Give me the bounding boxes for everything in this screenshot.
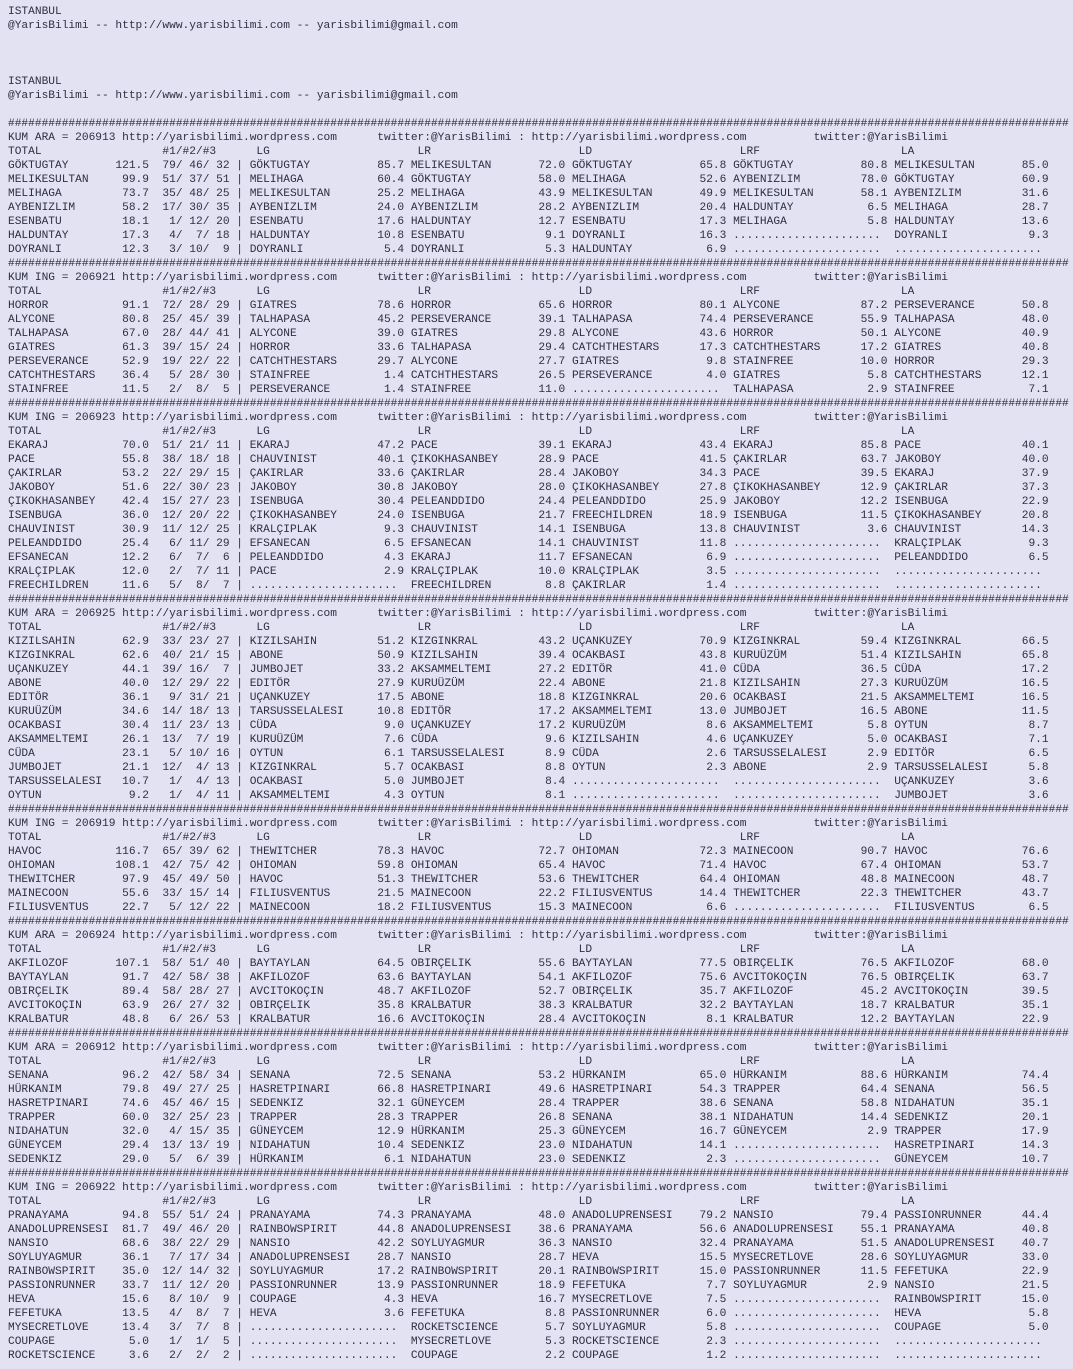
column-headers: TOTAL #1/#2/#3 LG LR LD LRF LA (8, 622, 915, 634)
letterhead-top (8, 5, 1073, 33)
stats-row: GIATRES 61.3 39/ 15/ 24 | HORROR 33.6 TALHAPASA 29.4 CATCHTHESTARS 17.3 CATCHTHESTARS 17.2 GIATRES 40.8 (8, 342, 1049, 354)
section-separator: ############################################################################################################################################################## (8, 804, 1069, 816)
stats-row: HAVOC 116.7 65/ 39/ 62 | THEWITCHER 78.3 HAVOC 72.7 OHIOMAN 72.3 MAINECOON 90.7 HAVOC 76.6 (8, 846, 1049, 858)
section-separator: ############################################################################################################################################################## (8, 594, 1069, 606)
stats-row: EFSANECAN 12.2 6/ 7/ 6 | PELEANDDIDO 4.3 EKARAJ 11.7 EFSANECAN 6.9 ...................... PELEANDDIDO 6.5 (8, 552, 1049, 564)
stats-row: AKFILOZOF 107.1 58/ 51/ 40 | BAYTAYLAN 64.5 OBIRÇELIK 55.6 BAYTAYLAN 77.5 OBIRÇELIK 76.5 AKFILOZOF 68.0 (8, 958, 1049, 970)
section-title: KUM ING = 206923 http://yarisbilimi.wordpress.com twitter:@YarisBilimi : http://yarisbilimi.wordpress.com twitter:@YarisBilimi (8, 412, 948, 424)
stats-row: AYBENIZLIM 58.2 17/ 30/ 35 | AYBENIZLIM 24.0 AYBENIZLIM 28.2 AYBENIZLIM 20.4 HALDUNTAY 6.5 MELIHAGA 28.7 (8, 202, 1049, 214)
spacer (8, 103, 1073, 117)
stats-row: AVCITOKOÇIN 63.9 26/ 27/ 32 | OBIRÇELIK 35.8 KRALBATUR 38.3 KRALBATUR 32.2 BAYTAYLAN 18.7 KRALBATUR 35.1 (8, 1000, 1049, 1012)
stats-row: JAKOBOY 51.6 22/ 30/ 23 | JAKOBOY 30.8 JAKOBOY 28.0 ÇIKOKHASANBEY 27.8 ÇIKOKHASANBEY 12.9 ÇAKIRLAR 37.3 (8, 482, 1049, 494)
stats-row: OHIOMAN 108.1 42/ 75/ 42 | OHIOMAN 59.8 OHIOMAN 65.4 HAVOC 71.4 HAVOC 67.4 OHIOMAN 53.7 (8, 860, 1049, 872)
stats-row: MAINECOON 55.6 33/ 15/ 14 | FILIUSVENTUS 21.5 MAINECOON 22.2 FILIUSVENTUS 14.4 THEWITCHER 22.3 THEWITCHER 43.7 (8, 888, 1049, 900)
stats-row: ÇIKOKHASANBEY 42.4 15/ 27/ 23 | ISENBUGA 30.4 PELEANDDIDO 24.4 PELEANDDIDO 25.9 JAKOBOY 12.2 ISENBUGA 22.9 (8, 496, 1049, 508)
stats-row: CÜDA 23.1 5/ 10/ 16 | OYTUN 6.1 TARSUSSELALESI 8.9 CÜDA 2.6 TARSUSSELALESI 2.9 EDITÖR 6.5 (8, 748, 1049, 760)
section-title: KUM ARA = 206912 http://yarisbilimi.wordpress.com twitter:@YarisBilimi : http://yarisbilimi.wordpress.com twitter:@YarisBilimi (8, 1042, 948, 1054)
stats-row: AKSAMMELTEMI 26.1 13/ 7/ 19 | KURUÜZÜM 7.6 CÜDA 9.6 KIZILSAHIN 4.6 UÇANKUZEY 5.0 OCAKBASI 7.1 (8, 734, 1049, 746)
stats-row: PERSEVERANCE 52.9 19/ 22/ 22 | CATCHTHESTARS 29.7 ALYCONE 27.7 GIATRES 9.8 STAINFREE 10.0 HORROR 29.3 (8, 356, 1049, 368)
letterhead-repeat (8, 75, 1073, 103)
stats-row: EKARAJ 70.0 51/ 21/ 11 | EKARAJ 47.2 PACE 39.1 EKARAJ 43.4 EKARAJ 85.8 PACE 40.1 (8, 440, 1049, 452)
stats-row: ABONE 40.0 12/ 29/ 22 | EDITÖR 27.9 KURUÜZÜM 22.4 ABONE 21.8 KIZILSAHIN 27.3 KURUÜZÜM 16.5 (8, 678, 1049, 690)
stats-row: RAINBOWSPIRIT 35.0 12/ 14/ 32 | SOYLUYAGMUR 17.2 RAINBOWSPIRIT 20.1 RAINBOWSPIRIT 15.0 PASSIONRUNNER 11.5 FEFETUKA 22.9 (8, 1266, 1049, 1278)
stats-row: SENANA 96.2 42/ 58/ 34 | SENANA 72.5 SENANA 53.2 HÜRKANIM 65.0 HÜRKANIM 88.6 HÜRKANIM 74.4 (8, 1070, 1049, 1082)
city-title: ISTANBUL (8, 76, 62, 88)
stats-row: TRAPPER 60.0 32/ 25/ 23 | TRAPPER 28.3 TRAPPER 26.8 SENANA 38.1 NIDAHATUN 14.4 SEDENKIZ 20.1 (8, 1112, 1049, 1124)
stats-row: NIDAHATUN 32.0 4/ 15/ 35 | GÜNEYCEM 12.9 HÜRKANIM 25.3 GÜNEYCEM 16.7 GÜNEYCEM 2.9 TRAPPER 17.9 (8, 1126, 1049, 1138)
stats-row: UÇANKUZEY 44.1 39/ 16/ 7 | JUMBOJET 33.2 AKSAMMELTEMI 27.2 EDITÖR 41.0 CÜDA 36.5 CÜDA 17.2 (8, 664, 1049, 676)
stats-row: ANADOLUPRENSESI 81.7 49/ 46/ 20 | RAINBOWSPIRIT 44.8 ANADOLUPRENSESI 38.6 PRANAYAMA 56.6 ANADOLUPRENSESI 55.1 PRANAYAMA 40.8 (8, 1224, 1049, 1236)
stats-row: FILIUSVENTUS 22.7 5/ 12/ 22 | MAINECOON 18.2 FILIUSVENTUS 15.3 MAINECOON 6.6 ...................... FILIUSVENTUS 6.5 (8, 902, 1049, 914)
column-headers: TOTAL #1/#2/#3 LG LR LD LRF LA (8, 944, 915, 956)
stats-row: EDITÖR 36.1 9/ 31/ 21 | UÇANKUZEY 17.5 ABONE 18.8 KIZGINKRAL 20.6 OCAKBASI 21.5 AKSAMMELTEMI 16.5 (8, 692, 1049, 704)
stats-row: COUPAGE 5.0 1/ 1/ 5 | ...................... MYSECRETLOVE 5.3 ROCKETSCIENCE 2.3 ...................... ...................... (8, 1336, 1049, 1348)
stats-row: HÜRKANIM 79.8 49/ 27/ 25 | HASRETPINARI 66.8 HASRETPINARI 49.6 HASRETPINARI 54.3 TRAPPER 64.4 SENANA 56.5 (8, 1084, 1049, 1096)
section-separator: ############################################################################################################################################################## (8, 118, 1069, 130)
stats-row: ROCKETSCIENCE 3.6 2/ 2/ 2 | ...................... COUPAGE 2.2 COUPAGE 1.2 ...................... ...................... (8, 1350, 1049, 1362)
stats-row: CHAUVINIST 30.9 11/ 12/ 25 | KRALÇIPLAK 9.3 CHAUVINIST 14.1 ISENBUGA 13.8 CHAUVINIST 3.6 CHAUVINIST 14.3 (8, 524, 1049, 536)
stats-row: THEWITCHER 97.9 45/ 49/ 50 | HAVOC 51.3 THEWITCHER 53.6 THEWITCHER 64.4 OHIOMAN 48.8 MAINECOON 48.7 (8, 874, 1049, 886)
stats-row: MELIKESULTAN 99.9 51/ 37/ 51 | MELIHAGA 60.4 GÖKTUGTAY 58.0 MELIHAGA 52.6 AYBENIZLIM 78.0 GÖKTUGTAY 60.9 (8, 174, 1049, 186)
stats-row: HASRETPINARI 74.6 45/ 46/ 15 | SEDENKIZ 32.1 GÜNEYCEM 28.4 TRAPPER 38.6 SENANA 58.8 NIDAHATUN 35.1 (8, 1098, 1049, 1110)
stats-row: ESENBATU 18.1 1/ 12/ 20 | ESENBATU 17.6 HALDUNTAY 12.7 ESENBATU 17.3 MELIHAGA 5.8 HALDUNTAY 13.6 (8, 216, 1049, 228)
section-title: KUM ING = 206922 http://yarisbilimi.wordpress.com twitter:@YarisBilimi : http://yarisbilimi.wordpress.com twitter:@YarisBilimi (8, 1182, 948, 1194)
stats-row: GÖKTUGTAY 121.5 79/ 46/ 32 | GÖKTUGTAY 85.7 MELIKESULTAN 72.0 GÖKTUGTAY 65.8 GÖKTUGTAY 80.8 MELIKESULTAN 85.0 (8, 160, 1049, 172)
stats-row: KIZGINKRAL 62.6 40/ 21/ 15 | ABONE 50.9 KIZILSAHIN 39.4 OCAKBASI 43.8 KURUÜZÜM 51.4 KIZILSAHIN 65.8 (8, 650, 1049, 662)
stats-row: OCAKBASI 30.4 11/ 23/ 13 | CÜDA 9.0 UÇANKUZEY 17.2 KURUÜZÜM 8.6 AKSAMMELTEMI 5.8 OYTUN 8.7 (8, 720, 1049, 732)
column-headers: TOTAL #1/#2/#3 LG LR LD LRF LA (8, 286, 915, 298)
stats-row: HORROR 91.1 72/ 28/ 29 | GIATRES 78.6 HORROR 65.6 HORROR 80.1 ALYCONE 87.2 PERSEVERANCE 50.8 (8, 300, 1049, 312)
stats-row: SOYLUYAGMUR 36.1 7/ 17/ 34 | ANADOLUPRENSESI 28.7 NANSIO 28.7 HEVA 15.5 MYSECRETLOVE 28.6 SOYLUYAGMUR 33.0 (8, 1252, 1049, 1264)
stats-row: HALDUNTAY 17.3 4/ 7/ 18 | HALDUNTAY 10.8 ESENBATU 9.1 DOYRANLI 16.3 ...................... DOYRANLI 9.3 (8, 230, 1049, 242)
stats-row: MELIHAGA 73.7 35/ 48/ 25 | MELIKESULTAN 25.2 MELIHAGA 43.9 MELIKESULTAN 49.9 MELIKESULTAN 58.1 AYBENIZLIM 31.6 (8, 188, 1049, 200)
column-headers: TOTAL #1/#2/#3 LG LR LD LRF LA (8, 146, 915, 158)
section-separator: ############################################################################################################################################################## (8, 1028, 1069, 1040)
stats-row: HEVA 15.6 8/ 10/ 9 | COUPAGE 4.3 HEVA 16.7 MYSECRETLOVE 7.5 ...................... RAINBOWSPIRIT 15.0 (8, 1294, 1049, 1306)
stats-row: NANSIO 68.6 38/ 22/ 29 | NANSIO 42.2 SOYLUYAGMUR 36.3 NANSIO 32.4 PRANAYAMA 51.5 ANADOLUPRENSESI 40.7 (8, 1238, 1049, 1250)
stats-row: PASSIONRUNNER 33.7 11/ 12/ 20 | PASSIONRUNNER 13.9 PASSIONRUNNER 18.9 FEFETUKA 7.7 SOYLUYAGMUR 2.9 NANSIO 21.5 (8, 1280, 1049, 1292)
stats-row: KIZILSAHIN 62.9 33/ 23/ 27 | KIZILSAHIN 51.2 KIZGINKRAL 43.2 UÇANKUZEY 70.9 KIZGINKRAL 59.4 KIZGINKRAL 66.5 (8, 636, 1049, 648)
stats-row: DOYRANLI 12.3 3/ 10/ 9 | DOYRANLI 5.4 DOYRANLI 5.3 HALDUNTAY 6.9 ...................... ...................... (8, 244, 1049, 256)
section-separator: ############################################################################################################################################################## (8, 916, 1069, 928)
stats-row: GÜNEYCEM 29.4 13/ 13/ 19 | NIDAHATUN 10.4 SEDENKIZ 23.0 NIDAHATUN 14.1 ...................... HASRETPINARI 14.3 (8, 1140, 1049, 1152)
stats-row: OBIRÇELIK 89.4 58/ 28/ 27 | AVCITOKOÇIN 48.7 AKFILOZOF 52.7 OBIRÇELIK 35.7 AKFILOZOF 45.2 AVCITOKOÇIN 39.5 (8, 986, 1049, 998)
column-headers: TOTAL #1/#2/#3 LG LR LD LRF LA (8, 1056, 915, 1068)
stats-row: KRALÇIPLAK 12.0 2/ 7/ 11 | PACE 2.9 KRALÇIPLAK 10.0 KRALÇIPLAK 3.5 ...................... ...................... (8, 566, 1049, 578)
credit-line: @YarisBilimi -- http://www.yarisbilimi.com -- yarisbilimi@gmail.com (8, 90, 458, 102)
stats-row: BAYTAYLAN 91.7 42/ 58/ 38 | AKFILOZOF 63.6 BAYTAYLAN 54.1 AKFILOZOF 75.6 AVCITOKOÇIN 76.5 OBIRÇELIK 63.7 (8, 972, 1049, 984)
stats-row: MYSECRETLOVE 13.4 3/ 7/ 8 | ...................... ROCKETSCIENCE 5.7 SOYLUYAGMUR 5.8 ...................... COUPAGE 5.0 (8, 1322, 1049, 1334)
stats-row: CATCHTHESTARS 36.4 5/ 28/ 30 | STAINFREE 1.4 CATCHTHESTARS 26.5 PERSEVERANCE 4.0 GIATRES 5.8 CATCHTHESTARS 12.1 (8, 370, 1049, 382)
column-headers: TOTAL #1/#2/#3 LG LR LD LRF LA (8, 426, 915, 438)
credit-line: @YarisBilimi -- http://www.yarisbilimi.com -- yarisbilimi@gmail.com (8, 20, 458, 32)
stats-row: ISENBUGA 36.0 12/ 20/ 22 | ÇIKOKHASANBEY 24.0 ISENBUGA 21.7 FREECHILDREN 18.9 ISENBUGA 11.5 ÇIKOKHASANBEY 20.8 (8, 510, 1049, 522)
section-separator: ############################################################################################################################################################## (8, 258, 1069, 270)
stats-row: PRANAYAMA 94.8 55/ 51/ 24 | PRANAYAMA 74.3 PRANAYAMA 48.0 ANADOLUPRENSESI 79.2 NANSIO 79.4 PASSIONRUNNER 44.4 (8, 1210, 1049, 1222)
column-headers: TOTAL #1/#2/#3 LG LR LD LRF LA (8, 832, 915, 844)
city-title: ISTANBUL (8, 6, 62, 18)
spacer (8, 33, 1073, 75)
stats-row: KRALBATUR 48.8 6/ 26/ 53 | KRALBATUR 16.6 AVCITOKOÇIN 28.4 AVCITOKOÇIN 8.1 KRALBATUR 12.2 BAYTAYLAN 22.9 (8, 1014, 1049, 1026)
section-separator: ############################################################################################################################################################## (8, 1168, 1069, 1180)
stats-row: SEDENKIZ 29.0 5/ 6/ 39 | HÜRKANIM 6.1 NIDAHATUN 23.0 SEDENKIZ 2.3 ...................... GÜNEYCEM 10.7 (8, 1154, 1049, 1166)
section-title: KUM ARA = 206924 http://yarisbilimi.wordpress.com twitter:@YarisBilimi : http://yarisbilimi.wordpress.com twitter:@YarisBilimi (8, 930, 948, 942)
sections-container (8, 117, 1073, 1363)
stats-row: PACE 55.8 38/ 18/ 18 | CHAUVINIST 40.1 ÇIKOKHASANBEY 28.9 PACE 41.5 ÇAKIRLAR 63.7 JAKOBOY 40.0 (8, 454, 1049, 466)
stats-row: OYTUN 9.2 1/ 4/ 11 | AKSAMMELTEMI 4.3 OYTUN 8.1 ...................... ...................... JUMBOJET 3.6 (8, 790, 1049, 802)
stats-row: PELEANDDIDO 25.4 6/ 11/ 29 | EFSANECAN 6.5 EFSANECAN 14.1 CHAUVINIST 11.8 ...................... KRALÇIPLAK 9.3 (8, 538, 1049, 550)
stats-row: ALYCONE 80.8 25/ 45/ 39 | TALHAPASA 45.2 PERSEVERANCE 39.1 TALHAPASA 74.4 PERSEVERANCE 55.9 TALHAPASA 48.0 (8, 314, 1049, 326)
stats-row: JUMBOJET 21.1 12/ 4/ 13 | KIZGINKRAL 5.7 OCAKBASI 8.8 OYTUN 2.3 ABONE 2.9 TARSUSSELALESI 5.8 (8, 762, 1049, 774)
stats-row: STAINFREE 11.5 2/ 8/ 5 | PERSEVERANCE 1.4 STAINFREE 11.0 ...................... TALHAPASA 2.9 STAINFREE 7.1 (8, 384, 1049, 396)
section-separator: ############################################################################################################################################################## (8, 398, 1069, 410)
stats-row: KURUÜZÜM 34.6 14/ 18/ 13 | TARSUSSELALESI 10.8 EDITÖR 17.2 AKSAMMELTEMI 13.0 JUMBOJET 16.5 ABONE 11.5 (8, 706, 1049, 718)
stats-row: ÇAKIRLAR 53.2 22/ 29/ 15 | ÇAKIRLAR 33.6 ÇAKIRLAR 28.4 JAKOBOY 34.3 PACE 39.5 EKARAJ 37.9 (8, 468, 1049, 480)
stats-row: FREECHILDREN 11.6 5/ 8/ 7 | ...................... FREECHILDREN 8.8 ÇAKIRLAR 1.4 ...................... ...................... (8, 580, 1049, 592)
stats-row: TALHAPASA 67.0 28/ 44/ 41 | ALYCONE 39.0 GIATRES 29.8 ALYCONE 43.6 HORROR 50.1 ALYCONE 40.9 (8, 328, 1049, 340)
section-title: KUM ING = 206921 http://yarisbilimi.wordpress.com twitter:@YarisBilimi : http://yarisbilimi.wordpress.com twitter:@YarisBilimi (8, 272, 948, 284)
section-title: KUM ARA = 206913 http://yarisbilimi.wordpress.com twitter:@YarisBilimi : http://yarisbilimi.wordpress.com twitter:@YarisBilimi (8, 132, 948, 144)
column-headers: TOTAL #1/#2/#3 LG LR LD LRF LA (8, 1196, 915, 1208)
stats-row: FEFETUKA 13.5 4/ 8/ 7 | HEVA 3.6 FEFETUKA 8.8 PASSIONRUNNER 6.0 ...................... HEVA 5.8 (8, 1308, 1049, 1320)
section-title: KUM ING = 206919 http://yarisbilimi.wordpress.com twitter:@YarisBilimi : http://yarisbilimi.wordpress.com twitter:@YarisBilimi (8, 818, 948, 830)
stats-row: TARSUSSELALESI 10.7 1/ 4/ 13 | OCAKBASI 5.0 JUMBOJET 8.4 ...................... ...................... UÇANKUZEY 3.6 (8, 776, 1049, 788)
section-title: KUM ARA = 206925 http://yarisbilimi.wordpress.com twitter:@YarisBilimi : http://yarisbilimi.wordpress.com twitter:@YarisBilimi (8, 608, 948, 620)
